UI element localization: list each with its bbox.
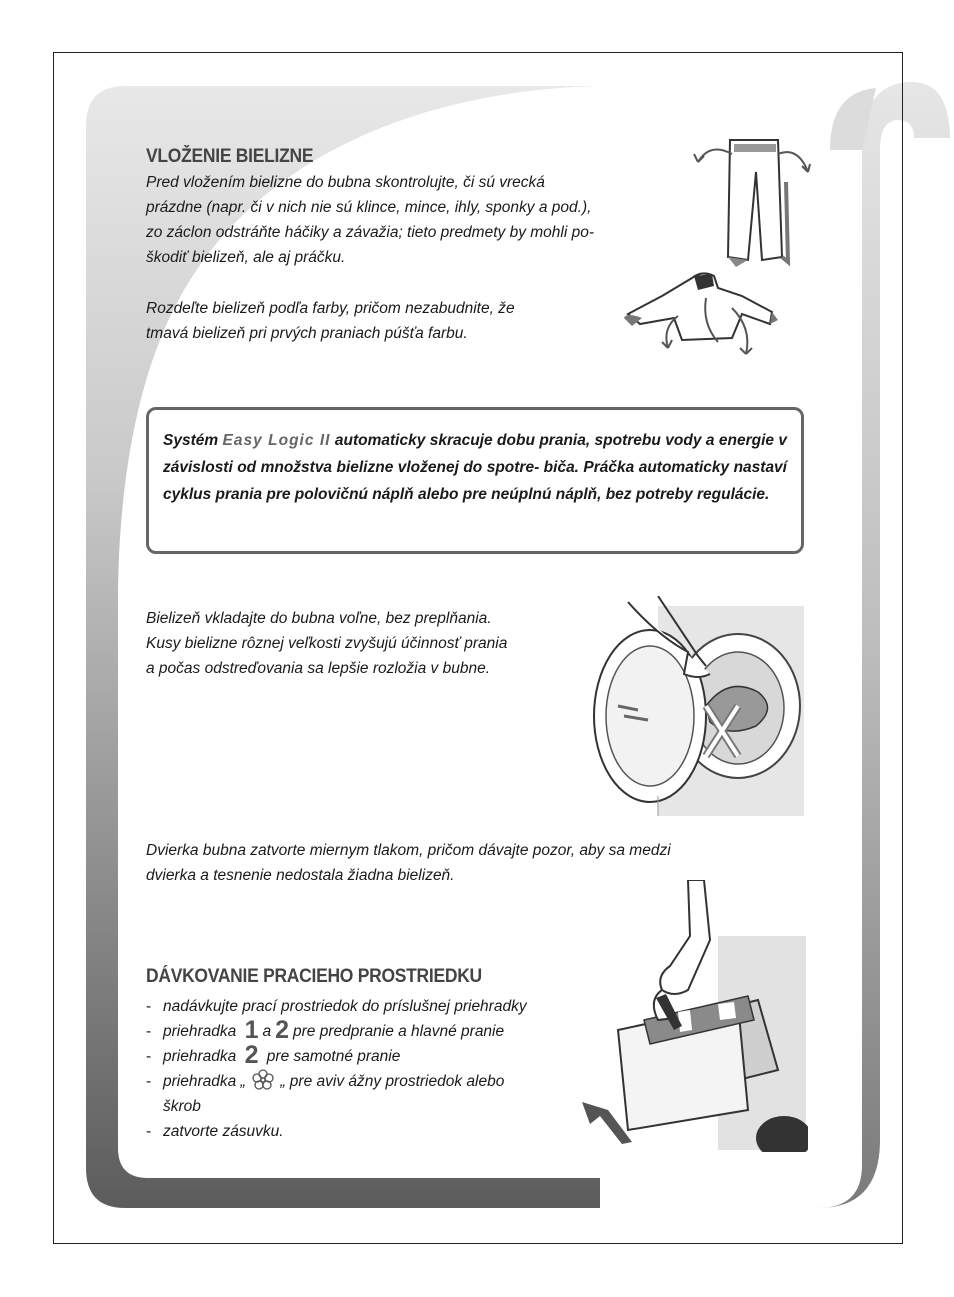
text-line: Dvierka bubna zatvorte miernym tlakom, pričom dávajte pozor, aby sa medzi [146, 842, 671, 859]
text-line: dvierka a tesnenie nedostala žiadna bielizeň. [146, 867, 455, 884]
drum-loading-paragraph [146, 606, 596, 681]
list-item-text: zatvorte zásuvku. [163, 1123, 284, 1140]
list-item-text: škrob [163, 1098, 201, 1115]
sorting-paragraph [146, 296, 618, 346]
notice-line-4: alebo pre neúplnú náplň, bez potreby regulácie. [417, 486, 770, 503]
text-line: zo záclon odstráňte háčiky a závažia; tieto predmety by mohli po- [146, 224, 595, 241]
notice-line-1: automaticky skracuje dobu prania, spotrebu [330, 432, 661, 449]
section-heading-loading: VLOŽENIE BIELIZNE [146, 146, 314, 167]
compartment-number: 2 [275, 1016, 289, 1044]
list-item [146, 1069, 636, 1119]
list-dash: - [146, 998, 152, 1015]
compartment-number: 2 [244, 1041, 259, 1069]
text-line: a počas odstreďovania sa lepšie rozložia v bubne. [146, 660, 491, 677]
text-line: Kusy bielizne rôznej veľkosti zvyšujú účinnosť prania [146, 635, 508, 652]
list-item-text: nadávkujte prací prostriedok do príslušnej priehradky [163, 998, 527, 1015]
brand-name: Easy Logic II [222, 432, 331, 449]
list-dash: - [146, 1023, 152, 1040]
list-item-text: priehradka [163, 1048, 237, 1065]
list-item [146, 994, 636, 1019]
text-line: tmavá bielizeň pri prvých praniach púšťa farbu. [146, 325, 468, 342]
list-item [146, 1041, 636, 1069]
notice-prefix: Systém [163, 432, 223, 449]
notice-line-3: biča. Práčka automaticky nastaví cyklus prania pre polovičnú náplň [163, 459, 787, 503]
detergent-drawer-illustration [578, 880, 808, 1152]
list-item-text: a [262, 1023, 272, 1040]
loading-paragraph [146, 170, 686, 270]
text-line: Rozdeľte bielizeň podľa farby, pričom nezabudnite, že [146, 300, 515, 317]
list-item-text: pre predpranie a hlavné pranie [293, 1023, 505, 1040]
list-item-text: priehradka [163, 1023, 237, 1040]
list-item-text: priehradka „ [163, 1073, 246, 1090]
notice-line-2: vody a energie v závislosti od množstva bielizne vloženej do spotre- [163, 432, 788, 476]
list-dash: - [146, 1123, 152, 1140]
text-line: Pred vložením bielizne do bubna skontrolujte, či sú vrecká [146, 174, 545, 191]
trousers-pockets-illustration [690, 132, 820, 272]
text-line: prázdne (napr. či v nich nie sú klince, mince, ihly, sponky a pod.), [146, 199, 592, 216]
list-item [146, 1119, 636, 1144]
list-dash: - [146, 1073, 152, 1090]
text-line: škodiť bielizeň, ale aj práčku. [146, 249, 346, 266]
list-dash: - [146, 1048, 152, 1065]
list-item [146, 1016, 636, 1044]
flower-icon [250, 1069, 276, 1091]
text-line: Bielizeň vkladajte do bubna voľne, bez preplňania. [146, 610, 492, 627]
notice-box [146, 407, 804, 554]
section-heading-dosing: DÁVKOVANIE PRACIEHO PROSTRIEDKU [146, 966, 482, 987]
compartment-number: 1 [244, 1016, 259, 1044]
list-item-text: pre samotné pranie [266, 1048, 401, 1065]
washing-machine-drum-illustration [588, 596, 806, 818]
notice-text [163, 427, 787, 508]
jacket-pockets-illustration [622, 268, 782, 360]
list-item-text: „ pre aviv ážny prostriedok alebo [280, 1073, 505, 1090]
dosing-list [146, 994, 636, 1144]
